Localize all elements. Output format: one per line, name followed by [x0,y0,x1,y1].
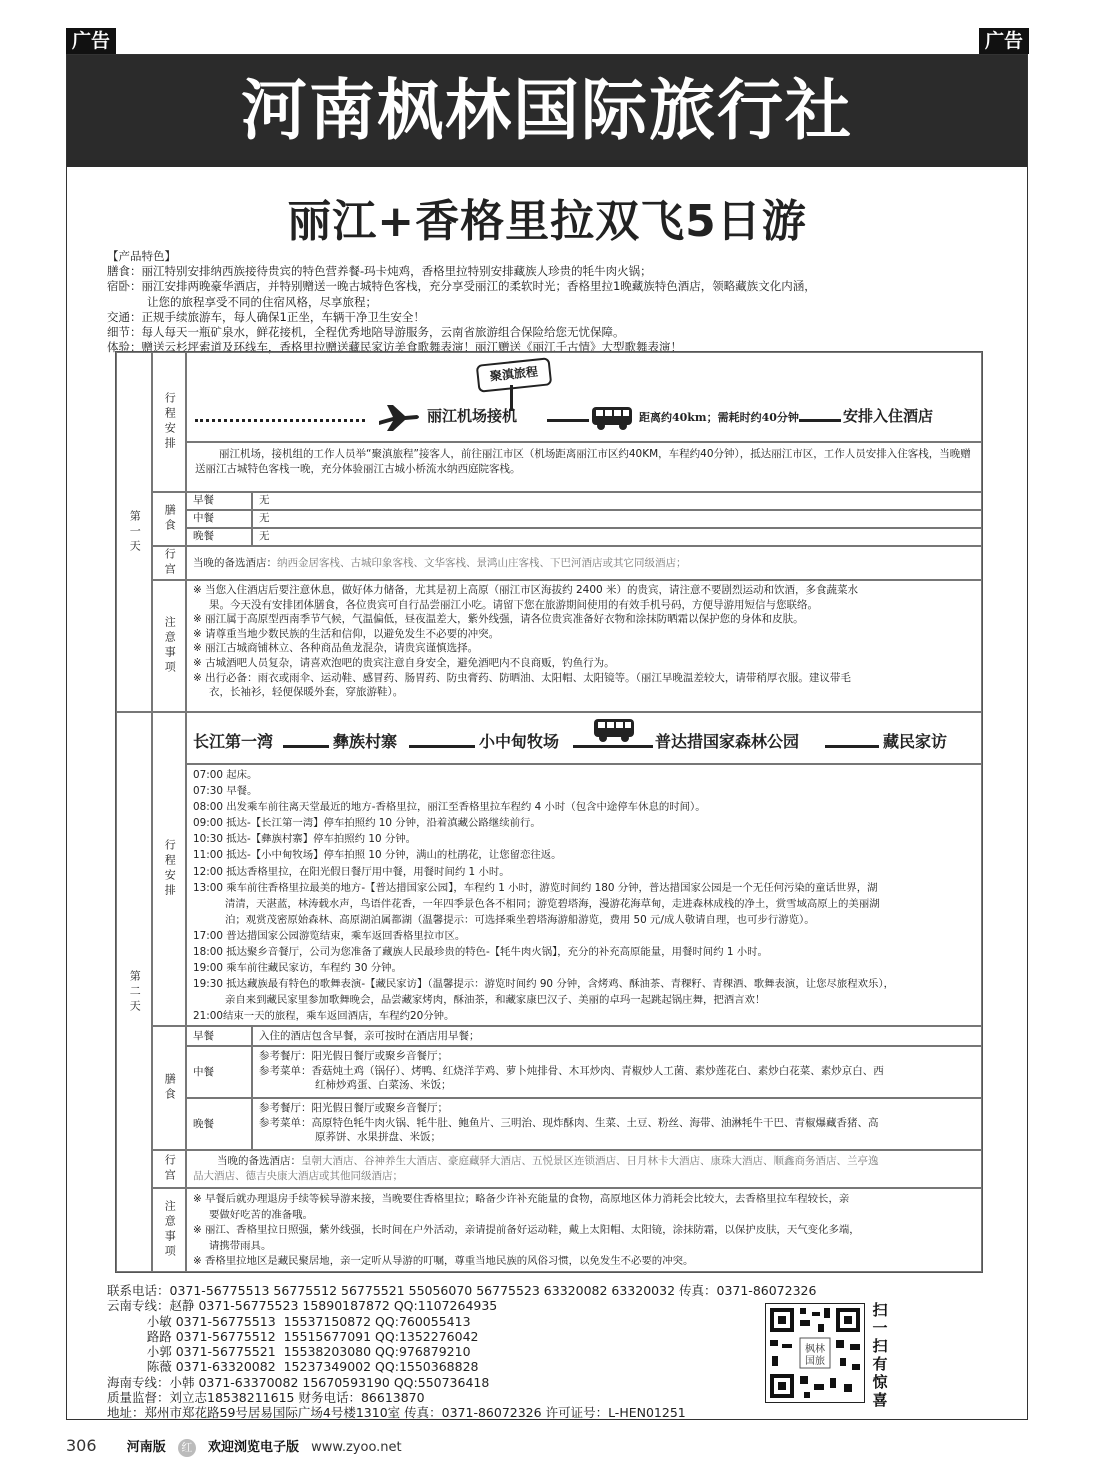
welcome-text: 欢迎浏览电子版 [207,1440,299,1455]
route-distance: 距离约40km；需耗时约40分钟 [639,411,799,424]
contact-line: 路路 0371-56775512 15515677091 QQ:1352276042 [107,1328,479,1344]
route-line [799,419,841,422]
schedule-item: 07:00 起床。 [193,769,258,781]
day2-hotel-list-cont: 品大酒店、德吉央康大酒店或其他同级酒店； [193,1169,403,1182]
day1-itinerary-label: 行程安排 [152,352,186,492]
day1-note: ※ 请尊重当地少数民族的生活和信仰，以避免发生不必要的冲突。 [193,627,500,640]
day1-description: 丽江机场，接机组的工作人员举“聚滇旅程”接客人，前往丽江市区（机场距离丽江市区约40KM，车程约40分钟），抵达丽江市区，工作人员安排入住客栈，当晚赠送丽江古城特色客栈一晚，充分体验丽江古城小桥流水纳西庭院客栈。 [195,448,971,475]
feature-row: 交通：正规手续旅游车，每人确保1正坐，车辆干净卫生安全！ [107,309,425,324]
day2-note: ※ 丽江、香格里拉日照强，紫外线强，长时间在户外活动，亲请提前备好运动鞋，戴上太阳帽、太阳镜，涂抹防霜，以保护皮肤，天气变化多端， [193,1224,860,1237]
schedule-item: 08:00 出发乘车前往离天堂最近的地方-香格里拉，丽江至香格里拉车程约 4 小时（包含中途停车休息的时间）。 [193,801,706,814]
day2-hotel-list: 皇朝大酒店、谷神养生大酒店、豪庭藏驿大酒店、五悦景区连锁酒店、日月林卡大酒店、康珠大酒店、顺鑫商务酒店、兰亭逸 [301,1155,879,1167]
ad-frame [66,54,1028,1420]
day2-dinner-cell [252,1098,982,1150]
contact-line: 联系电话：0371-56775513 56775512 56775521 55056070 56775523 63320082 63320032 传真：0371-86072326 [107,1283,817,1298]
qr-code[interactable] [765,1303,865,1403]
dinner-line: 参考菜单：高原特色牦牛肉火锅、牦牛肚、鲍鱼片、三明治、现炸酥肉、生菜、土豆、粉丝、海带、油淋牦牛干巴、青椒爆藏香猪、高 [259,1116,879,1129]
tour-sign: 聚滇旅程 [476,357,553,393]
dinner-line: 原荞饼、水果拼盘、米饭； [315,1131,441,1144]
contact-line: 陈薇 0371-63320082 15237349002 QQ:1550368828 [107,1359,479,1375]
contact-line: 地址：郑州市郑花路59号居易国际广场4号楼1310室 传真：0371-86072326 许可证号：L-HEN01251 [107,1405,686,1421]
route-stop: 藏民家访 [883,732,948,751]
day2-route-diagram [186,712,982,764]
day1-meals-label: 膳食 [152,492,186,546]
ad-tag-left: 广告 [66,28,116,54]
day1-note: ※ 丽江古城商铺林立、各种商品鱼龙混杂，请贵宾谨慎选择。 [193,642,479,655]
day2-note: ※ 香格里拉地区是藏民聚居地，亲一定听从导游的叮嘱，尊重当地民族的风俗习惯，以免发生不必要的冲突。 [193,1255,694,1268]
contact-info [107,1283,867,1421]
schedule-item: 清清，天湛蓝，林涛载水声，鸟语伴花香，一年四季景色各不相同；游览碧塔海，漫游花海草甸，走进森林成栈的净土，赏雪域高原上的美丽湖 [225,897,880,910]
route-stop: 长江第一湾 [193,732,274,751]
route-line [409,745,475,748]
route-line [283,745,329,748]
day2-breakfast-label: 早餐 [186,1026,252,1046]
day2-notes-cell [186,1188,982,1272]
day2-dinner-label: 晚餐 [186,1098,252,1150]
schedule-item: 10:30 抵达-【彝族村寨】停车拍照约 10 分钟。 [193,833,417,846]
feature-row: 让您的旅程享受不同的住宿风格，尽享旅程； [147,294,377,309]
page-footer [66,1436,402,1457]
day1-hotels-cell [186,546,982,580]
day2-breakfast-value: 入住的酒店包含早餐，亲可按时在酒店用早餐； [252,1026,982,1046]
day2-schedule-cell [186,764,982,1026]
day1-dinner-value: 无 [252,528,982,546]
edition-label: 河南版 [126,1440,166,1455]
qr-logo-text: 枫林国旅 [805,1344,825,1367]
day2-notes-label: 注意事项 [152,1188,186,1272]
day1-hotel-label: 当晚的备选酒店： [193,557,277,569]
feature-row: 膳食：丽江特别安排纳西族接待贵宾的特色营养餐-玛卡炖鸡，香格里拉特别安排藏族人珍贵的牦牛肉火锅； [107,264,652,279]
day1-breakfast-value: 无 [252,492,982,510]
day1-lodging-label: 行宫 [152,546,186,580]
dinner-line: 参考餐厅：阳光假日餐厅或聚乡音餐厅； [259,1102,448,1114]
scan-prompt: 扫一扫有惊喜 [872,1301,888,1409]
ad-tag-right: 广告 [979,28,1029,54]
route-stop: 普达措国家森林公园 [655,732,800,751]
flight-dotted-line [195,419,365,422]
schedule-item: 12:00 抵达香格里拉，在阳光假日餐厅用中餐，用餐时间约 1 小时。 [193,865,510,878]
schedule-item: 19:00 乘车前往藏民家访，车程约 30 分钟。 [193,962,402,975]
day2-note: 要做好吃苦的准备哦。 [209,1208,313,1221]
route-stop: 小中甸牧场 [479,732,560,751]
day1-route-diagram [186,352,982,442]
schedule-item: 亲自来到藏民家里参加歌舞晚会，品尝藏家烤肉，酥油茶，和藏家康巴汉子、美丽的卓玛一起跳起锅庄舞，把酒言欢！ [225,994,766,1007]
day1-note: 果。今天没有安排团体膳食，各位贵宾可自行品尝丽江小吃。请留下您在旅游期间使用的有效手机号码，方便导游用短信与您联络。 [209,598,818,611]
day1-label: 第一天 [116,352,152,712]
day2-meals-label: 膳食 [152,1026,186,1150]
day2-lodging-label: 行宫 [152,1150,186,1188]
lunch-line: 参考菜单：香菇炖土鸡（锅仔）、烤鸭、红烧洋芋鸡、萝卜炖排骨、木耳炒肉、青椒炒人工菌、素炒莲花白、素炒白花菜、素炒京白、西 [259,1064,884,1077]
day1-dinner-label: 晚餐 [186,528,252,546]
day2-note: ※ 早餐后就办理退房手续等候导游来接，当晚要住香格里拉；略备少许补充能量的食物，高原地区体力消耗会比较大，去香格里拉车程较长，亲 [193,1193,850,1205]
day2-hotel-label: 当晚的备选酒店： [217,1155,301,1167]
itinerary-table [115,351,983,1273]
contact-line: 小郭 0371-56775521 15538203080 QQ:976879210 [107,1344,471,1360]
day1-notes-label: 注意事项 [152,580,186,712]
contact-line: 质量监督：刘立志18538211615 财务电话：86613870 [107,1390,425,1406]
day1-lunch-label: 中餐 [186,510,252,528]
lunch-line: 参考餐厅：阳光假日餐厅或聚乡音餐厅； [259,1050,448,1062]
route-line [825,745,879,748]
feature-row: 体验：赠送云杉坪索道及环线车，香格里拉赠送藏民家访美食歌舞表演！丽江赠送《丽江千古情》大型歌舞表演！ [107,340,682,355]
day2-itinerary-label: 行程安排 [152,712,186,1026]
company-banner: 河南枫林国际旅行社 [67,55,1027,167]
day1-description-cell [186,442,982,492]
schedule-item: 13:00 乘车前往香格里拉最美的地方-【普达措国家公园】，车程约 1 小时，游览时间约 180 分钟，普达措国家公园是一个无任何污染的童话世界，湖 [193,881,878,894]
feature-row: 细节：每人每天一瓶矿泉水，鲜花接机，全程优秀地陪导游服务，云南省旅游组合保险给您无忧保障。 [107,325,625,340]
airplane-icon [377,403,421,431]
contact-line: 海南专线：小韩 0371-63370082 15670593190 QQ:550736418 [107,1374,490,1390]
schedule-item: 07:30 早餐。 [193,785,258,798]
bus-icon [593,717,635,743]
page-number: 306 [66,1436,97,1455]
day1-hotel-list: 纳西金居客栈、古城印象客栈、文华客栈、景鸿山庄客栈、下巴河酒店或其它同级酒店； [277,557,687,569]
product-features [107,249,1007,355]
day1-note: ※ 古城酒吧人员复杂，请喜欢泡吧的贵宾注意自身安全，避免酒吧内不良商贩，钓鱼行为。 [193,656,615,669]
day2-hotels-cell [186,1150,982,1188]
contact-line: 云南专线：赵静 0371-56775523 15890187872 QQ:1107264935 [107,1298,498,1314]
tour-title: 丽江+香格里拉双飞5日游 [287,196,807,247]
day1-note: 衣，长袖衫，轻便保暖外套，穿旅游鞋）。 [209,686,404,699]
schedule-item: 17:00 普达措国家公园游览结束，乘车返回香格里拉市区。 [193,929,466,942]
day1-breakfast-label: 早餐 [186,492,252,510]
day2-note: 请携带雨具。 [209,1239,272,1252]
schedule-item: 18:00 抵达聚乡音餐厅，公司为您准备了藏族人民最珍贵的特色-【牦牛肉火锅】，充分的补充高原能量，用餐时间约 1 小时。 [193,946,768,959]
day1-note: ※ 丽江属于高原型西南季节气候，气温偏低，昼夜温差大，紫外线强，请各位贵宾准备好衣物和涂抹防晒霜以保护您的身体和皮肤。 [193,613,804,626]
route-airport-pickup: 丽江机场接机 [427,407,518,425]
day1-note: ※ 出行必备：雨衣或雨伞、运动鞋、感冒药、肠胃药、防虫膏药、防晒油、太阳帽、太阳镜等。（丽江早晚温差较大，请带稍厚衣服。建议带毛 [193,671,851,684]
schedule-item: 21:00结束一天的旅程，乘车返回酒店，车程约20分钟。 [193,1010,455,1023]
red-badge: 红 [178,1439,196,1457]
schedule-item: 09:00 抵达-【长江第一湾】停车拍照约 10 分钟，沿着滇藏公路继续前行。 [193,817,541,830]
schedule-item: 19:30 抵达藏族最有特色的歌舞表演-【藏民家访】（温馨提示：游览时间约 90 分钟，含烤鸡、酥油茶、青稞籽、青稞酒、歌舞表演，让您尽旅程欢乐）， [193,978,895,991]
route-stop: 彝族村寨 [333,732,398,751]
day1-note: ※ 当您入住酒店后要注意休息，做好体力储备，尤其是初上高原（丽江市区海拔约 2400 米）的贵宾，请注意不要剧烈运动和饮酒，多食蔬菜水 [193,584,859,596]
feature-row: 宿卧：丽江安排两晚豪华酒店，并特别赠送一晚古城特色客栈，充分享受丽江的柔软时光；香格里拉1晚藏族特色酒店，领略藏族文化内涵， [107,279,816,294]
lunch-line: 红柿炒鸡蛋、白菜汤、米饭； [315,1079,452,1092]
route-check-in: 安排入住酒店 [843,407,934,425]
site-link[interactable]: www.zyoo.net [311,1440,402,1455]
day2-label: 第二天 [116,712,152,1272]
route-line [573,745,653,748]
contact-line: 小敏 0371-56775513 15537150872 QQ:760055413 [107,1313,471,1329]
schedule-item: 11:00 抵达-【小中甸牧场】停车拍照 10 分钟，满山的杜鹃花，让您留恋往返。 [193,849,562,862]
day1-notes-cell [186,580,982,712]
features-heading: 【产品特色】 [107,249,176,263]
day2-lunch-label: 中餐 [186,1046,252,1098]
day2-lunch-cell [252,1046,982,1098]
bus-icon [591,405,633,431]
route-line [547,419,589,422]
schedule-item: 泊；观赏茂密原始森林、高原湖泊属都湖（温馨提示：可选择乘坐碧塔海游船游览，费用 50 元/成人敬请自理，也可步行游览）。 [225,913,815,926]
day1-lunch-value: 无 [252,510,982,528]
